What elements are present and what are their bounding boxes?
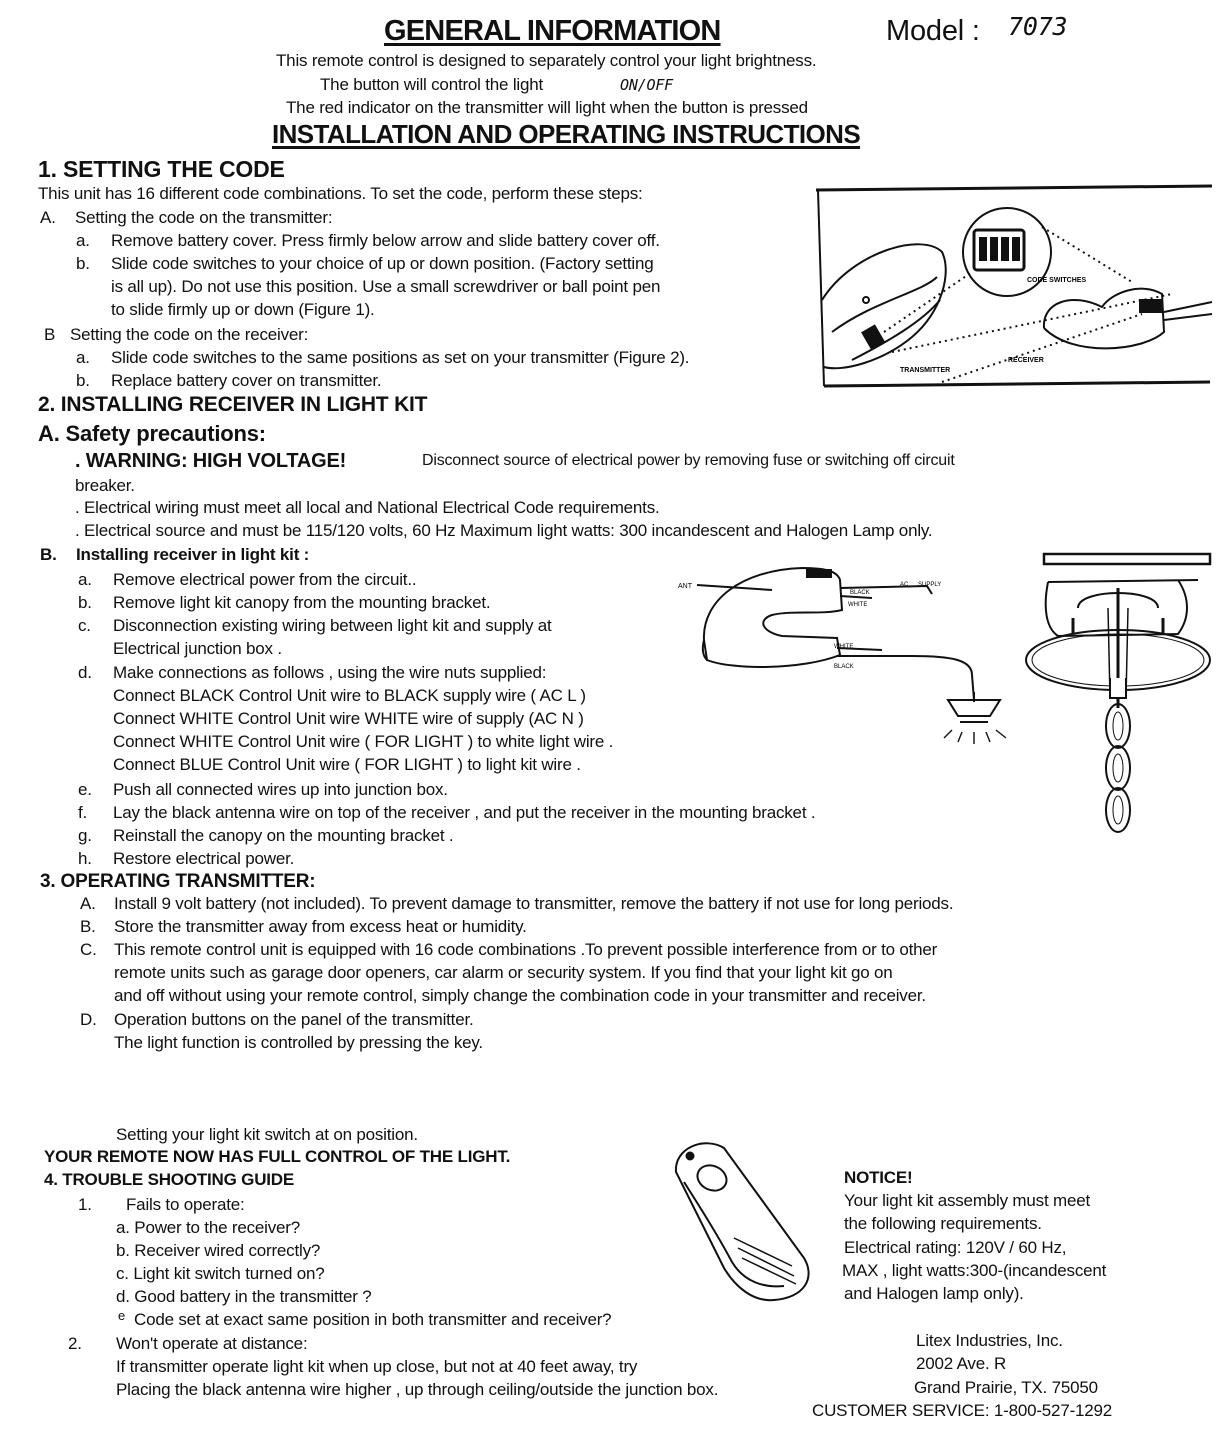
list-item: Connect WHITE Control Unit wire WHITE wire of supply (AC N ) [113, 709, 584, 728]
figure-light-kit [1018, 548, 1218, 843]
warning-text: breaker. [75, 476, 135, 495]
trouble-check: c. Light kit switch turned on? [116, 1264, 325, 1283]
list-item: and off without using your remote control, simply change the combination code in your transmitter and receiver. [114, 986, 926, 1005]
company-name: Litex Industries, Inc. [916, 1331, 1063, 1350]
figure-label: SUPPLY [918, 582, 942, 588]
figure-label: RECEIVER [1008, 357, 1044, 364]
marker: A. [40, 208, 56, 227]
trouble-check: Code set at exact same position in both transmitter and receiver? [134, 1310, 612, 1329]
list-item: Disconnection existing wiring between light kit and supply at [113, 616, 552, 635]
section-heading-2: 2. INSTALLING RECEIVER IN LIGHT KIT [38, 393, 428, 416]
figure-label: CODE SWITCHES [1027, 277, 1087, 284]
list-item: Install 9 volt battery (not included). To prevent damage to transmitter, remove the battery if not use for long periods. [114, 894, 954, 913]
intro-line: This remote control is designed to separately control your light brightness. [276, 51, 817, 70]
warning-label: . WARNING: HIGH VOLTAGE! [75, 450, 347, 472]
notice-line: Your light kit assembly must meet [844, 1191, 1090, 1210]
figure-label: WHITE [834, 644, 854, 650]
figure-label: BLACK [834, 664, 854, 670]
marker: a. [76, 348, 90, 367]
marker: c. [78, 616, 91, 635]
trouble-item-title: Fails to operate: [126, 1195, 245, 1214]
notice-title: NOTICE! [844, 1168, 913, 1187]
trouble-item-title: Won't operate at distance: [116, 1334, 308, 1353]
figure-label: WHITE [848, 602, 868, 608]
intro-line: The button will control the light [320, 75, 544, 94]
warning-text: Disconnect source of electrical power by removing fuse or switching off circuit [422, 452, 955, 469]
subheading: Setting the code on the transmitter: [75, 208, 333, 227]
section1-intro: This unit has 16 different code combinations. To set the code, perform these steps: [38, 184, 643, 203]
marker: h. [78, 849, 92, 868]
list-item: The light function is controlled by pressing the key. [114, 1033, 483, 1052]
marker: d. [78, 663, 92, 682]
figure-label: BLACK [850, 590, 870, 596]
trouble-text: If transmitter operate light kit when up close, but not at 40 feet away, try [116, 1357, 638, 1376]
marker: B. [80, 917, 96, 936]
intro-line: The red indicator on the transmitter will light when the button is pressed [286, 98, 808, 117]
marker: B [44, 325, 56, 344]
list-item: Remove light kit canopy from the mounting bracket. [113, 593, 491, 612]
marker: C. [80, 940, 97, 959]
marker: A. [80, 894, 96, 913]
model-label: Model : [886, 15, 980, 47]
list-item: Reinstall the canopy on the mounting bracket . [113, 826, 454, 845]
marker: a. [76, 231, 90, 250]
list-item: Lay the black antenna wire on top of the receiver , and put the receiver in the mounting bracket . [113, 803, 816, 822]
marker: a. [78, 570, 92, 589]
list-item: This remote control unit is equipped with 16 code combinations .To prevent possible interference from or to other [114, 940, 938, 959]
figure-label: ANT [678, 583, 692, 590]
list-item: Slide code switches to your choice of up or down position. (Factory setting [111, 254, 654, 273]
list-item: Push all connected wires up into junction box. [113, 780, 448, 799]
section-heading-4: 4. TROUBLE SHOOTING GUIDE [44, 1170, 295, 1189]
trouble-check: d. Good battery in the transmitter ? [116, 1287, 372, 1306]
marker: b. [76, 254, 90, 273]
trouble-text: Placing the black antenna wire higher , up through ceiling/outside the junction box. [116, 1380, 719, 1399]
list-item: to slide firmly up or down (Figure 1). [111, 300, 375, 319]
full-control-notice: YOUR REMOTE NOW HAS FULL CONTROL OF THE LIGHT. [44, 1147, 511, 1166]
figure-wiring [672, 560, 1022, 755]
list-item: Make connections as follows , using the wire nuts supplied: [113, 663, 547, 682]
marker: 1. [78, 1195, 92, 1214]
company-address: 2002 Ave. R [916, 1354, 1007, 1373]
company-city: Grand Prairie, TX. 75050 [914, 1378, 1098, 1397]
safety-heading: A. Safety precautions: [38, 421, 266, 446]
list-item: remote units such as garage door openers, car alarm or security system. If you find that your light kit go on [114, 963, 893, 982]
marker: 2. [68, 1334, 82, 1353]
list-item: Connect BLUE Control Unit wire ( FOR LIGHT ) to light kit wire . [113, 755, 581, 774]
list-item: Slide code switches to the same positions as set on your transmitter (Figure 2). [111, 348, 690, 367]
marker: f. [78, 803, 88, 822]
model-number: 7073 [1008, 12, 1068, 41]
list-item: is all up). Do not use this position. Use a small screwdriver or ball point pen [111, 277, 661, 296]
marker: B. [40, 545, 57, 564]
marker: b. [78, 593, 92, 612]
list-item: Restore electrical power. [113, 849, 295, 868]
notice-line: Electrical rating: 120V / 60 Hz, [844, 1238, 1067, 1257]
marker: e. [78, 780, 92, 799]
figure-label: AC [900, 582, 909, 588]
customer-service-phone: CUSTOMER SERVICE: 1-800-527-1292 [812, 1401, 1113, 1420]
list-item: Electrical junction box . [113, 639, 282, 658]
marker: b. [76, 371, 90, 390]
trouble-check: a. Power to the receiver? [116, 1218, 300, 1237]
list-item: Store the transmitter away from excess heat or humidity. [114, 917, 527, 936]
list-item: Connect BLACK Control Unit wire to BLACK supply wire ( AC L ) [113, 686, 586, 705]
subheading: Setting the code on the receiver: [70, 325, 309, 344]
button-function-handwritten: ON/OFF [620, 76, 673, 94]
section-heading-3: 3. OPERATING TRANSMITTER: [40, 871, 316, 892]
safety-note: . Electrical source and must be 115/120 volts, 60 Hz Maximum light watts: 300 incandescent and Halogen Lamp only. [75, 521, 933, 540]
remote-transmitter-image [664, 1138, 824, 1310]
figure-code-switches [812, 182, 1216, 390]
list-item: Remove battery cover. Press firmly below arrow and slide battery cover off. [111, 231, 660, 250]
notice-line: the following requirements. [844, 1214, 1042, 1233]
instructions-title: INSTALLATION AND OPERATING INSTRUCTIONS [272, 119, 861, 149]
section-heading-1: 1. SETTING THE CODE [38, 156, 285, 182]
list-item: Connect WHITE Control Unit wire ( FOR LIGHT ) to white light wire . [113, 732, 614, 751]
marker: g. [78, 826, 92, 845]
trouble-check-marker: e [118, 1308, 126, 1323]
figure-label: TRANSMITTER [900, 367, 951, 374]
list-item: Replace battery cover on transmitter. [111, 371, 382, 390]
final-instruction: Setting your light kit switch at on position. [116, 1125, 418, 1144]
notice-line: and Halogen lamp only). [844, 1284, 1024, 1303]
list-item: Operation buttons on the panel of the transmitter. [114, 1010, 474, 1029]
notice-line: MAX , light watts:300-(incandescent [842, 1261, 1107, 1280]
document-title: GENERAL INFORMATION [384, 15, 721, 47]
safety-note: . Electrical wiring must meet all local and National Electrical Code requirements. [75, 498, 660, 517]
list-item: Remove electrical power from the circuit.. [113, 570, 417, 589]
trouble-check: b. Receiver wired correctly? [116, 1241, 321, 1260]
subheading: Installing receiver in light kit : [76, 545, 310, 564]
marker: D. [80, 1010, 97, 1029]
